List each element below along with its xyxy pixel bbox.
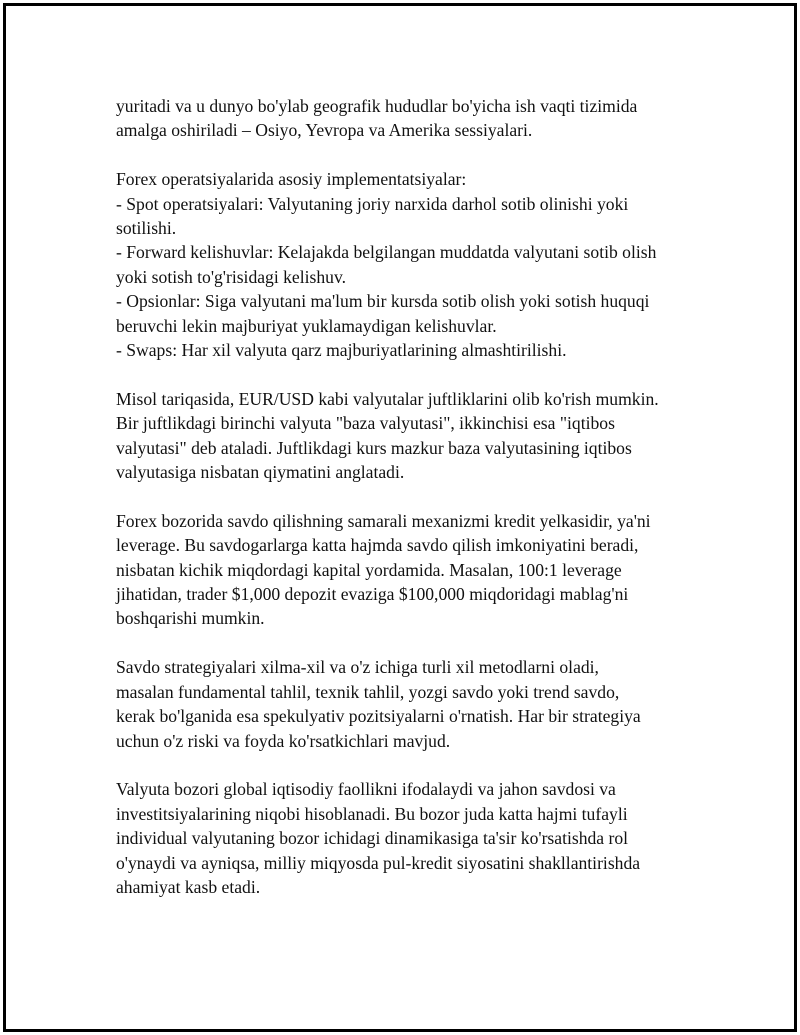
- text-line: beruvchi lekin majburiyat yuklamaydigan kelishuvlar.: [116, 315, 497, 336]
- text-line: yuritadi va u dunyo bo'ylab geografik hududlar bo'yicha ish vaqti tizimida: [116, 96, 638, 116]
- paragraph-forex-operations: [116, 167, 696, 362]
- text-line: Forex operatsiyalarida asosiy implementatsiyalar:: [116, 169, 467, 190]
- text-line: uchun o'z riski va foyda ko'rsatkichlari mavjud.: [116, 730, 451, 751]
- text-line: amalga oshiriladi – Osiyo, Yevropa va Amerika sessiyalari.: [116, 120, 533, 141]
- text-line: o'ynaydi va ayniqsa, milliy miqyosda pul-kredit siyosatini shakllantirishda: [116, 852, 641, 873]
- text-line: Valyuta bozori global iqtisodiy faollikni ifodalaydi va jahon savdosi va: [116, 779, 616, 800]
- paragraph-leverage: [116, 509, 696, 631]
- text-line: boshqarishi mumkin.: [116, 608, 265, 629]
- text-line: valyutasi" deb ataladi. Juftlikdagi kurs mazkur baza valyutasining iqtibos: [116, 437, 632, 458]
- text-line: - Opsionlar: Siga valyutani ma'lum bir kursda sotib olish yoki sotish huquqi: [116, 291, 650, 312]
- text-line: masalan fundamental tahlil, texnik tahlil, yozgi savdo yoki trend savdo,: [116, 681, 620, 702]
- text-line: yoki sotish to'g'risidagi kelishuv.: [116, 266, 347, 287]
- text-line: jihatidan, trader $1,000 depozit evaziga $100,000 miqdoridagi mablag'ni: [116, 584, 629, 605]
- document-body: [116, 94, 696, 924]
- text-line: Misol tariqasida, EUR/USD kabi valyutalar juftliklarini olib ko'rish mumkin.: [116, 388, 659, 409]
- paragraph-global-market: [116, 777, 696, 899]
- text-line: Bir juftlikdagi birinchi valyuta "baza valyutasi", ikkinchisi esa "iqtibos: [116, 413, 615, 434]
- paragraph-currency-pairs: [116, 387, 696, 485]
- text-line: Savdo strategiyalari xilma-xil va o'z ichiga turli xil metodlarni oladi,: [116, 657, 599, 678]
- text-line: - Spot operatsiyalari: Valyutaning joriy narxida darhol sotib olinishi yoki: [116, 193, 629, 214]
- paragraph-trading-sessions: [116, 94, 696, 143]
- text-line: - Swaps: Har xil valyuta qarz majburiyatlarining almashtirilishi.: [116, 340, 567, 361]
- text-line: individual valyutaning bozor ichidagi dinamikasiga ta'sir ko'rsatishda rol: [116, 828, 629, 849]
- text-line: valyutasiga nisbatan qiymatini anglatadi.: [116, 462, 405, 483]
- paragraph-strategies: [116, 655, 696, 753]
- text-line: kerak bo'lganida esa spekulyativ pozitsiyalarni o'rnatish. Har bir strategiya: [116, 706, 641, 727]
- text-line: - Forward kelishuvlar: Kelajakda belgilangan muddatda valyutani sotib olish: [116, 242, 657, 263]
- text-line: investitsiyalarining niqobi hisoblanadi. Bu bozor juda katta hajmi tufayli: [116, 803, 628, 824]
- text-line: ahamiyat kasb etadi.: [116, 876, 261, 897]
- text-line: nisbatan kichik miqdordagi kapital yordamida. Masalan, 100:1 leverage: [116, 559, 622, 580]
- text-line: leverage. Bu savdogarlarga katta hajmda savdo qilish imkoniyatini beradi,: [116, 535, 639, 556]
- text-line: Forex bozorida savdo qilishning samarali mexanizmi kredit yelkasidir, ya'ni: [116, 510, 651, 531]
- text-line: sotilishi.: [116, 218, 177, 239]
